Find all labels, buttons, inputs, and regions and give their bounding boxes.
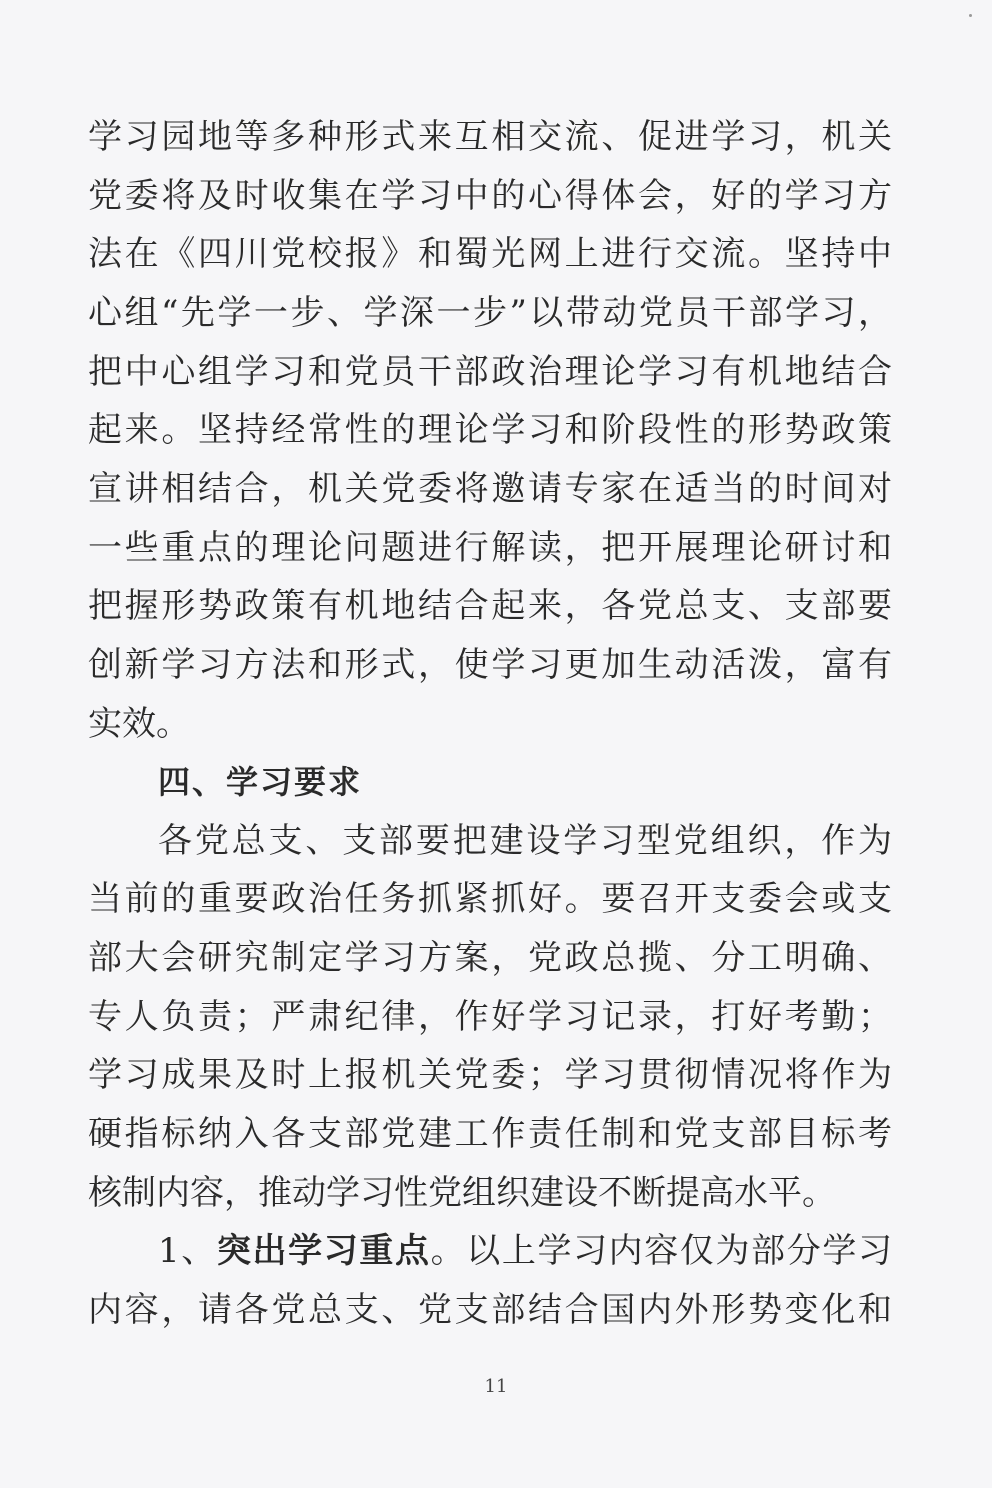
scan-dot <box>969 14 972 17</box>
text-line: 党委将及时收集在学习中的心得体会，好的学习方 <box>88 176 892 216</box>
text-line: 硬指标纳入各支部党建工作责任制和党支部目标考 <box>88 1114 892 1154</box>
text-line: 部大会研究制定学习方案，党政总揽、分工明确、 <box>88 938 892 978</box>
page-number: 11 <box>484 1376 508 1397</box>
text-line: 把中心组学习和党员干部政治理论学习有机地结合 <box>88 352 892 392</box>
text-line: 当前的重要政治任务抓紧抓好。要召开支委会或支 <box>88 879 892 919</box>
text-line: 各党总支、支部要把建设学习型党组织，作为 <box>158 821 892 861</box>
text-line: 一些重点的理论问题进行解读，把开展理论研讨和 <box>88 528 892 568</box>
text-line: 专人负责；严肃纪律，作好学习记录，打好考勤； <box>88 997 892 1037</box>
item-lead: 突出学习重点 <box>216 1231 431 1271</box>
text-line: 起来。坚持经常性的理论学习和阶段性的形势政策 <box>88 410 892 450</box>
text-line: 法在《四川党校报》和蜀光网上进行交流。坚持中 <box>88 234 892 274</box>
text-line: 学习成果及时上报机关党委；学习贯彻情况将作为 <box>88 1055 892 1095</box>
text-line: 创新学习方法和形式，使学习更加生动活泼，富有 <box>88 645 892 685</box>
item-1-line <box>158 1231 892 1271</box>
item-rest: 。以上学习内容仅为部分学习 <box>430 1231 893 1271</box>
text-line: 把握形势政策有机地结合起来，各党总支、支部要 <box>88 586 892 626</box>
text-line: 内容，请各党总支、党支部结合国内外形势变化和 <box>88 1290 892 1330</box>
section-heading: 四、学习要求 <box>158 763 363 801</box>
text-line: 心组“先学一步、学深一步”以带动党员干部学习， <box>88 293 892 333</box>
text-line: 宣讲相结合，机关党委将邀请专家在适当的时间对 <box>88 469 892 509</box>
text-line: 核制内容，推动学习性党组织建设不断提高水平。 <box>88 1173 836 1213</box>
text-line: 学习园地等多种形式来互相交流、促进学习，机关 <box>88 117 892 157</box>
text-line: 实效。 <box>88 704 190 744</box>
item-number: 1、 <box>158 1231 217 1271</box>
